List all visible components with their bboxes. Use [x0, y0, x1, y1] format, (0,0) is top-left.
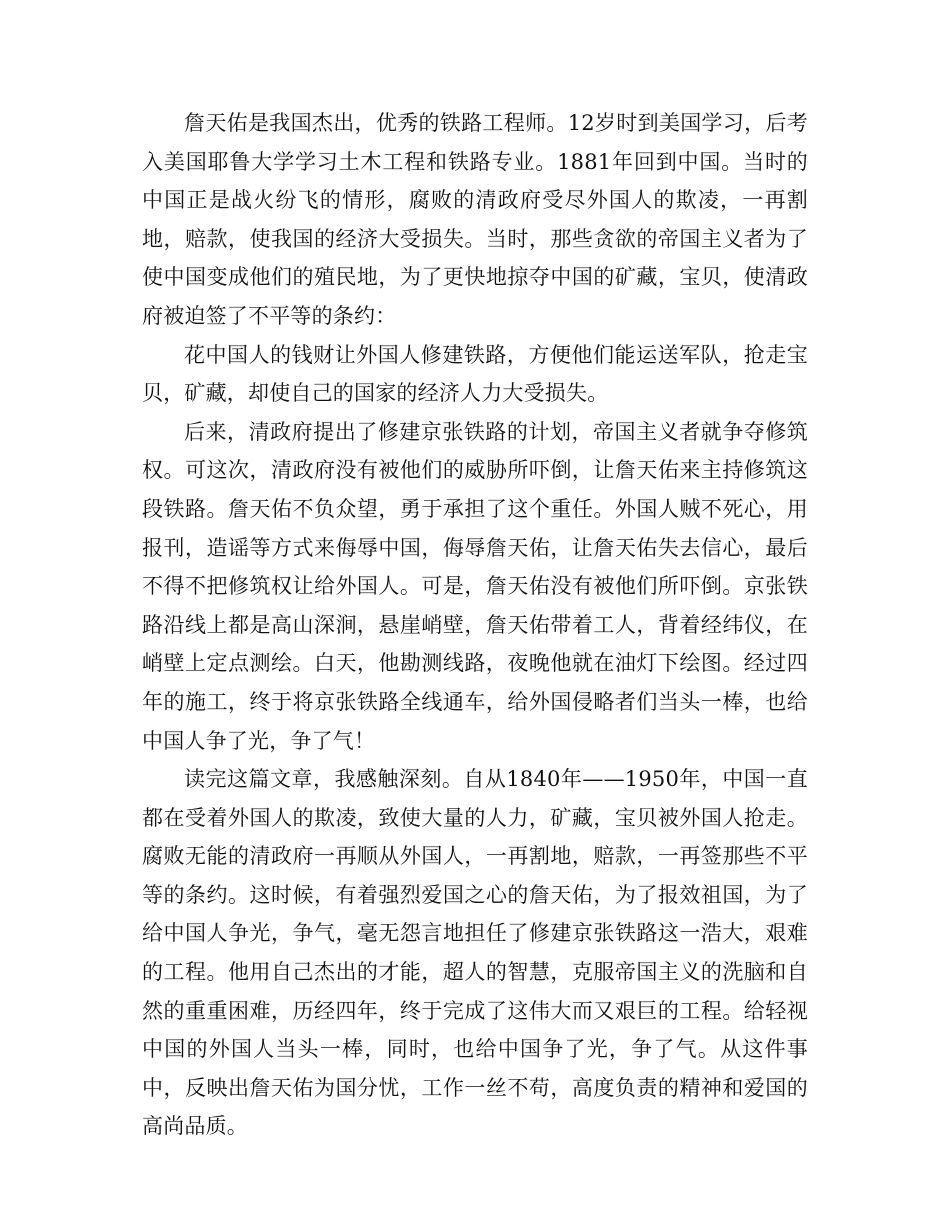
document-page [142, 104, 808, 1146]
paragraph: 花中国人的钱财让外国人修建铁路，方便他们能运送军队，抢走宝贝，矿藏，却使自己的国家的经济人力大受损失。 [142, 342, 808, 406]
paragraph: 后来，清政府提出了修建京张铁路的计划，帝国主义者就争夺修筑权。可这次，清政府没有被他们的威胁所吓倒，让詹天佑来主持修筑这段铁路。詹天佑不负众望，勇于承担了这个重任。外国人贼不死心，用报刊，造谣等方式来侮辱中国，侮辱詹天佑，让詹天佑失去信心，最后不得不把修筑权让给外国人。可是，詹天佑没有被他们所吓倒。京张铁路沿线上都是高山深涧，悬崖峭壁，詹天佑带着工人，背着经纬仪，在峭壁上定点测绘。白天，他勘测线路，夜晚他就在油灯下绘图。经过四年的施工，终于将京张铁路全线通车，给外国侵略者们当头一棒，也给中国人争了光，争了气！ [142, 419, 808, 753]
paragraph: 读完这篇文章，我感触深刻。自从1840年——1950年，中国一直都在受着外国人的欺凌，致使大量的人力，矿藏，宝贝被外国人抢走。腐败无能的清政府一再顺从外国人，一再割地，赔款，一再签那些不平等的条约。这时候，有着强烈爱国之心的詹天佑，为了报效祖国，为了给中国人争光，争气，毫无怨言地担任了修建京张铁路这一浩大，艰难的工程。他用自己杰出的才能，超人的智慧，克服帝国主义的洗脑和自然的重重困难，历经四年，终于完成了这伟大而又艰巨的工程。给轻视中国的外国人当头一棒，同时，也给中国争了光，争了气。从这件事中，反映出詹天佑为国分忧，工作一丝不苟，高度负责的精神和爱国的高尚品质。 [142, 767, 808, 1139]
paragraph: 詹天佑是我国杰出，优秀的铁路工程师。12岁时到美国学习，后考入美国耶鲁大学学习土木工程和铁路专业。1881年回到中国。当时的中国正是战火纷飞的情形，腐败的清政府受尽外国人的欺凌，一再割地，赔款，使我国的经济大受损失。当时，那些贪欲的帝国主义者为了使中国变成他们的殖民地，为了更快地掠夺中国的矿藏，宝贝，使清政府被迫签了不平等的条约： [142, 111, 808, 328]
